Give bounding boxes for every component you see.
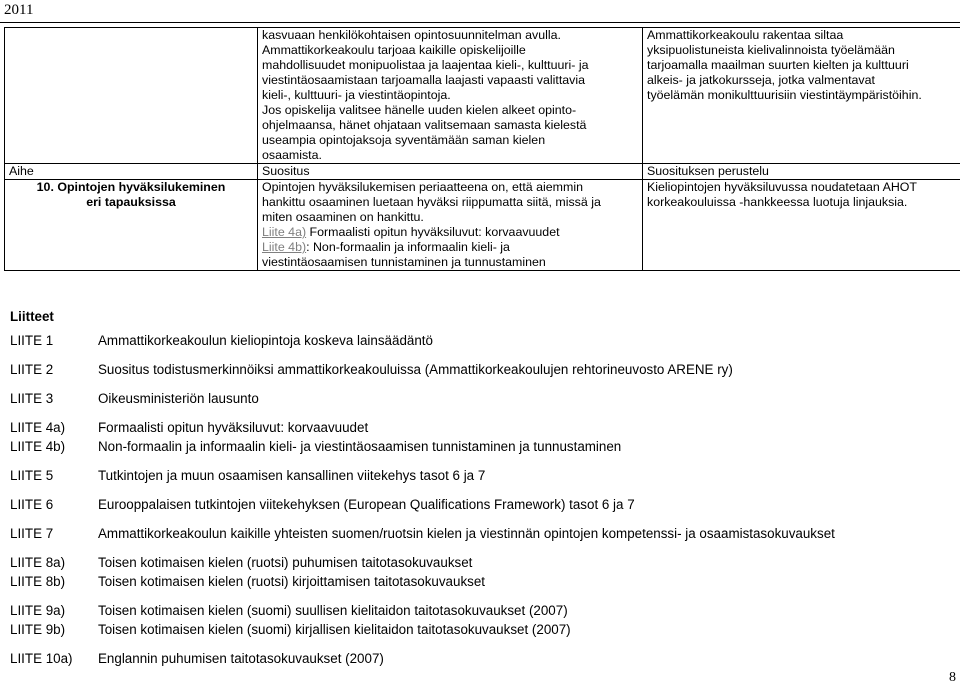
header-year: 2011 xyxy=(4,2,34,18)
appendix-text: Englannin puhumisen taitotasokuvaukset (2007) xyxy=(98,651,384,666)
appendix-group xyxy=(10,649,950,668)
top-row-topic-cell xyxy=(5,28,258,164)
list-item xyxy=(10,524,950,543)
appendix-code: LIITE 9a) xyxy=(10,603,66,618)
appendix-text: Ammattikorkeakoulun kieliopintoja koskeva lainsäädäntö xyxy=(98,333,433,348)
link-description: Formaalisti opitun hyväksiluvut: korvaavuudet xyxy=(306,225,560,239)
list-item xyxy=(10,437,950,456)
list-item xyxy=(10,360,950,379)
appendix-4b-link[interactable]: Liite 4b) xyxy=(262,240,307,254)
table-header-row xyxy=(5,164,960,180)
appendix-group xyxy=(10,495,950,514)
appendix-code: LIITE 8b) xyxy=(10,574,66,589)
topic-title: eri tapauksissa xyxy=(86,195,176,209)
appendix-text: Oikeusministeriön lausunto xyxy=(98,391,259,406)
appendix-group xyxy=(10,524,950,543)
column-header-topic: Aihe xyxy=(5,164,258,180)
appendix-list xyxy=(10,308,950,668)
appendix-text: Toisen kotimaisen kielen (suomi) kirjallisen kielitaidon taitotasokuvaukset (2007) xyxy=(98,622,571,637)
text-line: useampia opintojaksoja syventämään saman kielen xyxy=(262,133,546,147)
top-row-rationale-cell xyxy=(643,28,960,164)
text-line: Ammattikorkeakoulu rakentaa siltaa xyxy=(647,28,844,42)
recommendation-table xyxy=(4,27,960,271)
list-item xyxy=(10,649,950,668)
text-line: miten osaaminen on hankittu. xyxy=(262,210,424,224)
row10-recommendation-cell xyxy=(258,180,643,271)
page-number: 8 xyxy=(949,670,956,685)
text-line: yksipuolistuneista kielivalinnoista työelämään xyxy=(647,43,895,57)
text-line: mahdollisuudet monipuolistaa ja laajentaa kieli-, kulttuuri- ja xyxy=(262,58,589,72)
appendix-code: LIITE 10a) xyxy=(10,651,73,666)
appendix-text: Toisen kotimaisen kielen (ruotsi) puhumisen taitotasokuvaukset xyxy=(98,555,473,570)
text-line: tarjoamalla maailman suurten kielten ja kulttuuri xyxy=(647,58,909,72)
appendix-title: Liitteet xyxy=(10,309,54,324)
appendix-text: Non-formaalin ja informaalin kieli- ja viestintäosaamisen tunnistaminen ja tunnustaminen xyxy=(98,439,622,454)
appendix-text: Eurooppalaisen tutkintojen viitekehyksen (European Qualifications Framework) tasot 6 ja 7 xyxy=(98,497,635,512)
appendix-group xyxy=(10,466,950,485)
appendix-text: Formaalisti opitun hyväksiluvut: korvaavuudet xyxy=(98,420,369,435)
list-item xyxy=(10,601,950,620)
text-line: alkeis- ja jatkokursseja, jotka valmentavat xyxy=(647,73,875,87)
appendix-code: LIITE 9b) xyxy=(10,622,66,637)
appendix-code: LIITE 8a) xyxy=(10,555,66,570)
column-header-rationale: Suosituksen perustelu xyxy=(643,164,960,180)
list-item xyxy=(10,495,950,514)
text-line: hankittu osaaminen luetaan hyväksi riippumatta siitä, missä ja xyxy=(262,195,601,209)
text-line: kieli-, kulttuuri- ja viestintäopintoja. xyxy=(262,88,451,102)
appendix-text: Suositus todistusmerkinnöiksi ammattikorkeakouluissa (Ammattikorkeakoulujen rehtorineuvosto ARENE ry) xyxy=(98,362,733,377)
appendix-code: LIITE 7 xyxy=(10,526,54,541)
appendix-code: LIITE 2 xyxy=(10,362,54,377)
table-row xyxy=(5,28,960,164)
appendix-code: LIITE 6 xyxy=(10,497,54,512)
link-description: viestintäosaamisen tunnistaminen ja tunnustaminen xyxy=(262,255,546,269)
header-divider xyxy=(0,22,960,23)
top-row-recommendation-cell xyxy=(258,28,643,164)
text-line: ohjelmaansa, hänet ohjataan valitsemaan samasta kielestä xyxy=(262,118,587,132)
list-item xyxy=(10,620,950,639)
list-item xyxy=(10,389,950,408)
appendix-group xyxy=(10,418,950,456)
appendix-text: Tutkintojen ja muun osaamisen kansallinen viitekehys tasot 6 ja 7 xyxy=(98,468,486,483)
appendix-code: LIITE 5 xyxy=(10,468,54,483)
list-item xyxy=(10,418,950,437)
appendix-code: LIITE 4b) xyxy=(10,439,66,454)
text-line: kasvuaan henkilökohtaisen opintosuunnitelman avulla. xyxy=(262,28,561,42)
row10-rationale-cell xyxy=(643,180,960,271)
table-row xyxy=(5,180,960,271)
link-line xyxy=(262,225,638,240)
appendix-group xyxy=(10,601,950,639)
text-line: korkeakouluissa -hankkeessa luotuja linjauksia. xyxy=(647,195,908,209)
text-line: viestintäosaamistaan tarjoamalla laajasti vapaasti valittavia xyxy=(262,73,586,87)
list-item xyxy=(10,466,950,485)
appendix-code: LIITE 4a) xyxy=(10,420,66,435)
appendix-text: Ammattikorkeakoulun kaikille yhteisten suomen/ruotsin kielen ja viestinnän opintojen kompetenssi- ja osaamistasokuvaukset xyxy=(98,526,835,541)
appendix-code: LIITE 3 xyxy=(10,391,54,406)
link-line xyxy=(262,240,638,255)
appendix-group xyxy=(10,331,950,350)
appendix-text: Toisen kotimaisen kielen (ruotsi) kirjoittamisen taitotasokuvaukset xyxy=(98,574,486,589)
text-line: Opintojen hyväksilukemisen periaatteena on, että aiemmin xyxy=(262,180,583,194)
text-line: työelämän monikulttuurisiin viestintäympäristöihin. xyxy=(647,88,922,102)
list-item xyxy=(10,572,950,591)
appendix-group xyxy=(10,553,950,591)
text-line: Jos opiskelija valitsee hänelle uuden kielen alkeet opinto- xyxy=(262,103,577,117)
link-description: : Non-formaalin ja informaalin kieli- ja xyxy=(306,240,510,254)
appendix-group xyxy=(10,360,950,379)
text-line: Ammattikorkeakoulu tarjoaa kaikille opiskelijoille xyxy=(262,43,526,57)
appendix-code: LIITE 1 xyxy=(10,333,54,348)
text-line: osaamista. xyxy=(262,148,322,162)
row10-topic-cell xyxy=(5,180,258,271)
appendix-group xyxy=(10,389,950,408)
list-item xyxy=(10,553,950,572)
list-item xyxy=(10,331,950,350)
column-header-recommendation: Suositus xyxy=(258,164,643,180)
appendix-4a-link[interactable]: Liite 4a) xyxy=(262,225,307,239)
topic-title: 10. Opintojen hyväksilukeminen xyxy=(36,180,226,194)
appendix-text: Toisen kotimaisen kielen (suomi) suullisen kielitaidon taitotasokuvaukset (2007) xyxy=(98,603,568,618)
text-line: Kieliopintojen hyväksiluvussa noudatetaan AHOT xyxy=(647,180,918,194)
